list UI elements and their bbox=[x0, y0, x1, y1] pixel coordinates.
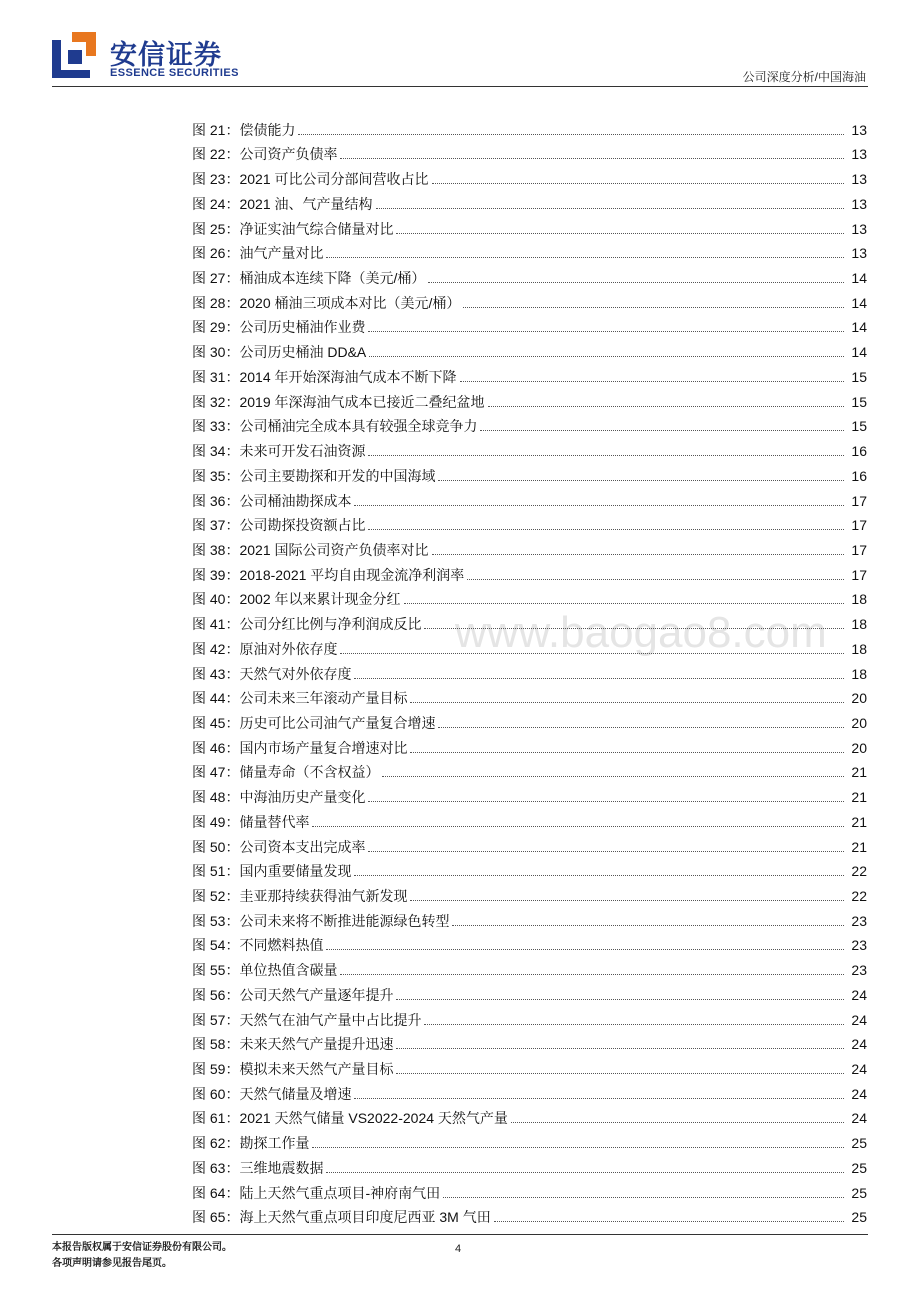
toc-leader-dots bbox=[382, 776, 844, 777]
toc-entry[interactable] bbox=[192, 757, 867, 782]
toc-entry-page: 25 bbox=[851, 1184, 867, 1201]
toc-entry-page: 18 bbox=[851, 616, 867, 633]
toc-entry-label: 图 60：天然气储量及增速 bbox=[192, 1085, 352, 1102]
toc-leader-dots bbox=[424, 628, 844, 629]
toc-leader-dots bbox=[340, 974, 844, 975]
toc-leader-dots bbox=[326, 257, 844, 258]
toc-entry-label: 图 26：油气产量对比 bbox=[192, 245, 324, 262]
toc-entry[interactable] bbox=[192, 386, 867, 411]
toc-entry[interactable] bbox=[192, 262, 867, 287]
toc-entry-page: 24 bbox=[851, 1085, 867, 1102]
toc-leader-dots bbox=[354, 875, 844, 876]
toc-entry[interactable] bbox=[192, 806, 867, 831]
toc-entry-label: 图 36：公司桶油勘探成本 bbox=[192, 492, 352, 509]
toc-entry[interactable] bbox=[192, 732, 867, 757]
toc-entry-page: 18 bbox=[851, 665, 867, 682]
toc-leader-dots bbox=[396, 1048, 844, 1049]
brand-name-cn: 安信证券 bbox=[110, 40, 222, 70]
toc-entry[interactable] bbox=[192, 683, 867, 708]
toc-leader-dots bbox=[494, 1221, 844, 1222]
toc-entry-label: 图 35：公司主要勘探和开发的中国海域 bbox=[192, 467, 436, 484]
toc-leader-dots bbox=[432, 554, 845, 555]
toc-leader-dots bbox=[368, 455, 844, 456]
toc-leader-dots bbox=[460, 381, 845, 382]
toc-leader-dots bbox=[480, 430, 844, 431]
toc-entry[interactable] bbox=[192, 361, 867, 386]
toc-entry-page: 21 bbox=[851, 764, 867, 781]
toc-entry-page: 20 bbox=[851, 714, 867, 731]
toc-entry[interactable] bbox=[192, 411, 867, 436]
toc-leader-dots bbox=[432, 183, 845, 184]
toc-entry[interactable] bbox=[192, 584, 867, 609]
toc-entry-page: 18 bbox=[851, 591, 867, 608]
toc-leader-dots bbox=[404, 603, 845, 604]
toc-leader-dots bbox=[511, 1122, 844, 1123]
toc-entry-page: 24 bbox=[851, 1110, 867, 1127]
toc-entry[interactable] bbox=[192, 1004, 867, 1029]
toc-entry-label: 图 51：国内重要储量发现 bbox=[192, 863, 352, 880]
toc-entry-label: 图 61：2021 天然气储量 VS2022-2024 天然气产量 bbox=[192, 1110, 508, 1127]
toc-entry-label: 图 65：海上天然气重点项目印度尼西亚 3M 气田 bbox=[192, 1209, 491, 1226]
toc-leader-dots bbox=[428, 282, 844, 283]
toc-entry-page: 13 bbox=[851, 121, 867, 138]
toc-leader-dots bbox=[368, 851, 844, 852]
toc-entry[interactable] bbox=[192, 435, 867, 460]
watermark: www.baogao8.com bbox=[455, 608, 827, 657]
toc-entry-page: 14 bbox=[851, 294, 867, 311]
toc-leader-dots bbox=[368, 331, 844, 332]
toc-leader-dots bbox=[368, 529, 844, 530]
toc-entry-label: 图 54：不同燃料热值 bbox=[192, 937, 324, 954]
toc-entry-label: 图 48：中海油历史产量变化 bbox=[192, 789, 366, 806]
toc-entry[interactable] bbox=[192, 238, 867, 263]
toc-entry[interactable] bbox=[192, 1029, 867, 1054]
toc-entry-label: 图 50：公司资本支出完成率 bbox=[192, 838, 366, 855]
toc-entry-label: 图 29：公司历史桶油作业费 bbox=[192, 319, 366, 336]
toc-entry-label: 图 43：天然气对外依存度 bbox=[192, 665, 352, 682]
toc-entry-label: 图 46：国内市场产量复合增速对比 bbox=[192, 739, 408, 756]
toc-entry[interactable] bbox=[192, 534, 867, 559]
toc-entry-label: 图 52：圭亚那持续获得油气新发现 bbox=[192, 888, 408, 904]
brand-name-en: ESSENCE SECURITIES bbox=[110, 67, 239, 79]
toc-leader-dots bbox=[396, 1073, 844, 1074]
toc-entry[interactable] bbox=[192, 954, 867, 979]
copyright-line: 本报告版权属于安信证券股份有限公司。 bbox=[52, 1242, 232, 1253]
toc-entry[interactable] bbox=[192, 608, 867, 633]
toc-entry-page: 13 bbox=[851, 245, 867, 262]
figure-index bbox=[192, 114, 867, 1226]
toc-entry-page: 16 bbox=[851, 443, 867, 460]
toc-entry-page: 24 bbox=[851, 986, 867, 1003]
toc-entry-label: 图 63：三维地震数据 bbox=[192, 1159, 324, 1176]
toc-entry[interactable] bbox=[192, 1152, 867, 1177]
toc-entry-page: 21 bbox=[851, 838, 867, 855]
toc-entry-label: 图 37：公司勘探投资额占比 bbox=[192, 517, 366, 534]
toc-entry[interactable] bbox=[192, 1127, 867, 1152]
toc-entry[interactable] bbox=[192, 633, 867, 658]
toc-entry[interactable] bbox=[192, 658, 867, 683]
toc-leader-dots bbox=[326, 1172, 844, 1173]
copyright-notice bbox=[52, 1240, 232, 1272]
toc-entry[interactable] bbox=[192, 139, 867, 164]
toc-entry-label: 图 59：模拟未来天然气产量目标 bbox=[192, 1061, 394, 1078]
toc-entry-page: 15 bbox=[851, 393, 867, 410]
report-category: 公司深度分析/中国海油 bbox=[742, 70, 866, 84]
toc-entry-label: 图 31：2014 年开始深海油气成本不断下降 bbox=[192, 368, 457, 385]
toc-entry-page: 14 bbox=[851, 270, 867, 287]
toc-entry[interactable] bbox=[192, 287, 867, 312]
toc-leader-dots bbox=[410, 752, 844, 753]
toc-entry-label: 图 25：净证实油气综合储量对比 bbox=[192, 220, 394, 237]
toc-leader-dots bbox=[424, 1024, 844, 1025]
toc-entry-label: 图 40：2002 年以来累计现金分红 bbox=[192, 591, 401, 608]
toc-entry-label: 图 62：勘探工作量 bbox=[192, 1135, 310, 1152]
header-divider bbox=[52, 86, 868, 87]
toc-entry-page: 23 bbox=[851, 962, 867, 979]
toc-leader-dots bbox=[368, 801, 844, 802]
toc-entry[interactable] bbox=[192, 930, 867, 955]
toc-leader-dots bbox=[438, 727, 844, 728]
toc-leader-dots bbox=[488, 406, 845, 407]
toc-entry-page: 18 bbox=[851, 640, 867, 657]
toc-entry-label: 图 42：原油对外依存度 bbox=[192, 640, 338, 657]
toc-leader-dots bbox=[396, 233, 844, 234]
toc-entry-page: 23 bbox=[851, 912, 867, 929]
toc-entry-page: 14 bbox=[851, 319, 867, 336]
toc-entry-page: 13 bbox=[851, 195, 867, 212]
toc-entry[interactable] bbox=[192, 485, 867, 510]
essence-logo-icon bbox=[52, 32, 96, 78]
toc-entry-page: 24 bbox=[851, 1011, 867, 1028]
toc-entry-page: 20 bbox=[851, 690, 867, 707]
toc-entry[interactable] bbox=[192, 979, 867, 1004]
toc-entry[interactable] bbox=[192, 1103, 867, 1128]
toc-entry-label: 图 39：2018-2021 平均自由现金流净利润率 bbox=[192, 566, 465, 583]
toc-entry-label: 图 41：公司分红比例与净利润成反比 bbox=[192, 616, 422, 633]
toc-entry-page: 24 bbox=[851, 1061, 867, 1078]
toc-leader-dots bbox=[396, 999, 844, 1000]
toc-entry-label: 图 21：偿债能力 bbox=[192, 121, 296, 138]
brand-logo bbox=[52, 32, 252, 82]
toc-entry-page: 13 bbox=[851, 220, 867, 237]
toc-entry[interactable] bbox=[192, 831, 867, 856]
toc-entry-label: 图 23：2021 可比公司分部间营收占比 bbox=[192, 171, 429, 188]
toc-entry-page: 22 bbox=[851, 888, 867, 904]
toc-entry[interactable] bbox=[192, 559, 867, 584]
toc-entry-page: 15 bbox=[851, 368, 867, 385]
toc-entry-page: 13 bbox=[851, 171, 867, 188]
toc-entry-page: 24 bbox=[851, 1036, 867, 1053]
toc-entry[interactable] bbox=[192, 114, 867, 139]
toc-entry-page: 15 bbox=[851, 418, 867, 435]
toc-entry-page: 21 bbox=[851, 789, 867, 806]
toc-leader-dots bbox=[452, 925, 844, 926]
toc-entry-page: 16 bbox=[851, 467, 867, 484]
toc-leader-dots bbox=[340, 653, 844, 654]
page-number: 4 bbox=[455, 1243, 462, 1255]
toc-entry[interactable] bbox=[192, 1202, 867, 1227]
toc-leader-dots bbox=[298, 134, 844, 135]
toc-leader-dots bbox=[369, 356, 844, 357]
toc-entry[interactable] bbox=[192, 707, 867, 732]
toc-leader-dots bbox=[354, 678, 844, 679]
toc-leader-dots bbox=[376, 208, 845, 209]
toc-entry-label: 图 49：储量替代率 bbox=[192, 813, 310, 830]
toc-entry[interactable] bbox=[192, 781, 867, 806]
toc-entry-label: 图 56：公司天然气产量逐年提升 bbox=[192, 986, 394, 1003]
toc-entry-label: 图 57：天然气在油气产量中占比提升 bbox=[192, 1011, 422, 1028]
toc-entry-label: 图 30：公司历史桶油 DD&A bbox=[192, 344, 367, 361]
toc-entry-page: 25 bbox=[851, 1135, 867, 1152]
toc-leader-dots bbox=[312, 826, 844, 827]
toc-entry-label: 图 45：历史可比公司油气产量复合增速 bbox=[192, 714, 436, 731]
toc-leader-dots bbox=[354, 1098, 844, 1099]
toc-entry-label: 图 34：未来可开发石油资源 bbox=[192, 443, 366, 460]
toc-entry[interactable] bbox=[192, 460, 867, 485]
toc-entry[interactable] bbox=[192, 312, 867, 337]
toc-entry[interactable] bbox=[192, 880, 867, 905]
toc-leader-dots bbox=[340, 158, 844, 159]
toc-entry-label: 图 64：陆上天然气重点项目-神府南气田 bbox=[192, 1184, 441, 1201]
toc-entry-label: 图 22：公司资产负债率 bbox=[192, 146, 338, 163]
toc-entry-label: 图 24：2021 油、气产量结构 bbox=[192, 195, 373, 212]
toc-entry-label: 图 47：储量寿命（不含权益） bbox=[192, 764, 380, 781]
toc-entry-label: 图 53：公司未来将不断推进能源绿色转型 bbox=[192, 912, 450, 929]
toc-entry-label: 图 32：2019 年深海油气成本已接近二叠纪盆地 bbox=[192, 393, 485, 410]
toc-leader-dots bbox=[467, 579, 844, 580]
toc-entry[interactable] bbox=[192, 188, 867, 213]
toc-entry-label: 图 44：公司未来三年滚动产量目标 bbox=[192, 690, 408, 707]
toc-entry-page: 13 bbox=[851, 146, 867, 163]
toc-entry-page: 21 bbox=[851, 813, 867, 830]
toc-entry-label: 图 27：桶油成本连续下降（美元/桶） bbox=[192, 270, 426, 287]
toc-entry-page: 25 bbox=[851, 1159, 867, 1176]
toc-entry-page: 17 bbox=[851, 541, 867, 558]
toc-entry[interactable] bbox=[192, 1177, 867, 1202]
toc-entry-label: 图 58：未来天然气产量提升迅速 bbox=[192, 1036, 394, 1053]
toc-entry-label: 图 38：2021 国际公司资产负债率对比 bbox=[192, 541, 429, 558]
toc-entry[interactable] bbox=[192, 856, 867, 881]
toc-leader-dots bbox=[410, 702, 844, 703]
toc-entry[interactable] bbox=[192, 510, 867, 535]
toc-entry-page: 14 bbox=[851, 344, 867, 361]
toc-entry[interactable] bbox=[192, 1053, 867, 1078]
toc-entry-page: 23 bbox=[851, 937, 867, 954]
toc-leader-dots bbox=[438, 480, 844, 481]
toc-entry[interactable] bbox=[192, 905, 867, 930]
toc-entry-label: 图 55：单位热值含碳量 bbox=[192, 962, 338, 979]
toc-entry-page: 17 bbox=[851, 566, 867, 583]
toc-leader-dots bbox=[410, 900, 844, 901]
footer-divider bbox=[52, 1234, 868, 1235]
toc-leader-dots bbox=[312, 1147, 844, 1148]
toc-entry[interactable] bbox=[192, 213, 867, 238]
toc-leader-dots bbox=[443, 1197, 844, 1198]
toc-leader-dots bbox=[354, 505, 844, 506]
disclaimer-line: 各项声明请参见报告尾页。 bbox=[52, 1258, 172, 1269]
toc-entry-page: 20 bbox=[851, 739, 867, 756]
toc-entry[interactable] bbox=[192, 336, 867, 361]
toc-entry-page: 25 bbox=[851, 1209, 867, 1226]
toc-entry[interactable] bbox=[192, 1078, 867, 1103]
toc-leader-dots bbox=[463, 307, 844, 308]
toc-entry-page: 17 bbox=[851, 517, 867, 534]
toc-leader-dots bbox=[326, 949, 844, 950]
toc-entry-label: 图 28：2020 桶油三项成本对比（美元/桶） bbox=[192, 294, 461, 311]
toc-entry-label: 图 33：公司桶油完全成本具有较强全球竞争力 bbox=[192, 418, 478, 435]
toc-entry-page: 17 bbox=[851, 492, 867, 509]
toc-entry-page: 22 bbox=[851, 863, 867, 880]
toc-entry[interactable] bbox=[192, 163, 867, 188]
